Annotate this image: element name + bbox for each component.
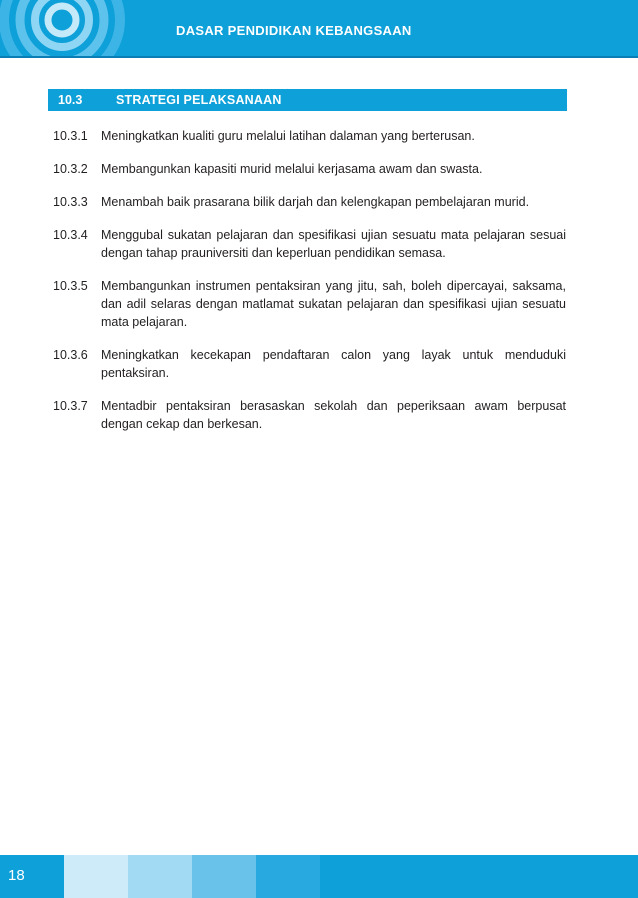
item-number: 10.3.6 [53, 348, 88, 362]
list-item [53, 346, 566, 382]
list-item [53, 193, 566, 211]
list-item [53, 226, 566, 262]
footer-color-block [256, 855, 320, 898]
list-item [53, 127, 566, 145]
footer-color-block [320, 855, 638, 898]
item-text: Meningkatkan kecekapan pendaftaran calon yang layak untuk menduduki pentaksiran. [101, 348, 566, 380]
list-item [53, 160, 566, 178]
header-title: DASAR PENDIDIKAN KEBANGSAAN [176, 23, 412, 38]
item-text: Menggubal sukatan pelajaran dan spesifikasi ujian sesuatu mata pelajaran sesuai dengan tahap prauniversiti dan keperluan pendidikan semasa. [101, 228, 566, 260]
page-number-box [0, 855, 64, 898]
footer-color-block [64, 855, 128, 898]
section-heading-bar [48, 89, 567, 111]
header-divider [0, 56, 638, 58]
list-item [53, 397, 566, 433]
section-number: 10.3 [58, 93, 83, 107]
list-item [53, 277, 566, 331]
item-text: Menambah baik prasarana bilik darjah dan kelengkapan pembelajaran murid. [101, 195, 530, 209]
page-footer [0, 855, 638, 898]
strategy-list [53, 127, 566, 448]
concentric-circles-icon [0, 0, 140, 56]
item-number: 10.3.4 [53, 228, 88, 242]
page-number: 18 [8, 867, 25, 884]
footer-color-block [192, 855, 256, 898]
page-header [0, 0, 638, 56]
item-text: Membangunkan kapasiti murid melalui kerjasama awam dan swasta. [101, 162, 483, 176]
item-text: Meningkatkan kualiti guru melalui latihan dalaman yang berterusan. [101, 129, 475, 143]
item-number: 10.3.1 [53, 129, 88, 143]
item-number: 10.3.3 [53, 195, 88, 209]
item-number: 10.3.5 [53, 279, 88, 293]
item-text: Membangunkan instrumen pentaksiran yang jitu, sah, boleh dipercayai, saksama, dan adil selaras dengan matlamat sukatan pelajaran dan spesifikasi ujian sesuatu mata pelajaran. [101, 279, 566, 329]
item-number: 10.3.7 [53, 399, 88, 413]
section-title: STRATEGI PELAKSANAAN [116, 93, 282, 107]
footer-color-block [128, 855, 192, 898]
item-number: 10.3.2 [53, 162, 88, 176]
item-text: Mentadbir pentaksiran berasaskan sekolah dan peperiksaan awam berpusat dengan cekap dan berkesan. [101, 399, 566, 431]
